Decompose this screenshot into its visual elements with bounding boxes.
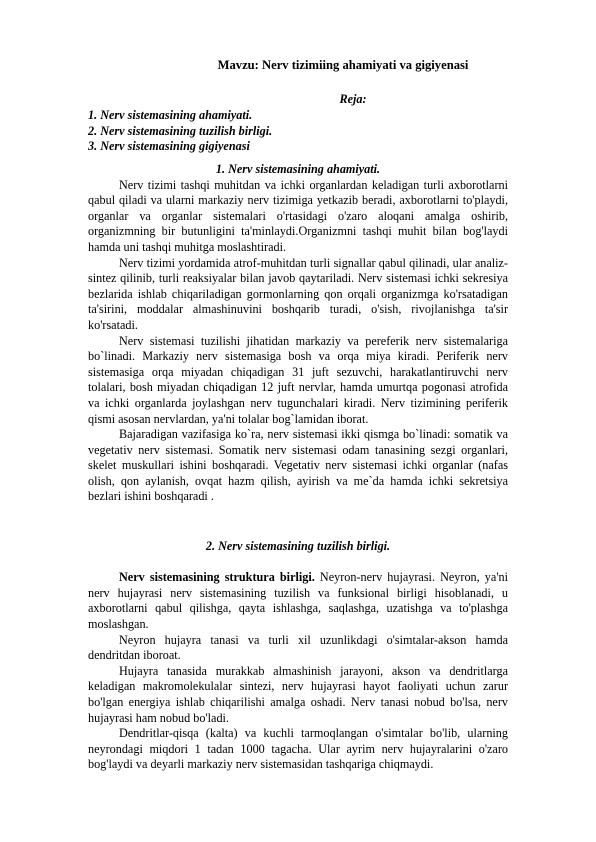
section-1 [88,162,508,505]
plan-label: Reja: [339,92,367,106]
paragraph: Bajaradigan vazifasiga ko`ra, nerv sistemasi ikki qismga bo`linadi: somatik va vegetativ nerv sistemasi. Somatik nerv sistemasi odam tanasining sezgi organlari, skelet muskullari ishini boshqaradi. Vegetativ nerv sistemasi ichki organlar (nafas olish, qon aylanish, ovqat hazm qilish, ayirish va me`da hamda ichki sekretsiya bezlari ishini boshqaradi . [88,427,508,504]
document-title: Mavzu: Nerv tizimiing ahamiyati va gigiyenasi [217,58,469,72]
paragraph: Hujayra tanasida murakkab almashinish jarayoni, akson va dendritlarga keladigan makromolekulalar sintezi, nerv hujayrasi hayot faoliyati uchun zarur bo'lgan energiya ishlab chiqarilishi amalga oshadi. Nerv tanasi nobud bo'lsa, nerv hujayrasi ham nobud bo'ladi. [88,663,508,725]
paragraph: Nerv sistemasi tuzilishi jihatidan markaziy va pereferik nerv sistemalariga bo`linadi. Markaziy nerv sistemasiga bosh va orqa miya kiradi. Periferik nerv sistemasiga orqa miyadan chiqadigan 31 juft sezuvchi, harakatlantiruvchi nerv tolalari, bosh miyadan chiqadigan 12 juft nervlar, hamda umurtqa pogonasi atrofida va ichki organlarda joylashgan nerv tugunchalari kiradi. Nerv tizimining periferik qismi asosan nervlardan, ya'ni tolalar bog`lamidan iborat. [88,333,508,426]
paragraph: Nerv tizimi yordamida atrof-muhitdan turli signallar qabul qilinadi, ular analiz-sintez qilinib, turli reaksiyalar bilan javob qaytariladi. Nerv sistemasi ichki sekresiya bezlarida ishlab chiqariladigan gormonlarning qon orqali organizmga ko'rsatadigan ta'sirini, moddalar almashinuvini boshqarib turadi, o'sish, rivojlanishga ta'sir ko'rsatadi. [88,255,508,332]
plan-item: 3. Nerv sistemasining gigiyenasi [88,139,250,154]
plan-item: 2. Nerv sistemasining tuzilish birligi. [88,123,273,138]
lead-text: Neyron-nerv hujayrasi. Neyron, ya'ni nerv hujayrasi nerv sistemasining tuzilish va funksional birligi hisoblanadi, u axborotlarni qabul qilishga, qayta ishlashga, saqlashga, uzatishga va to'plashga moslashgan. [88,570,508,631]
paragraph: Dendritlar-qisqa (kalta) va kuchli tarmoqlangan o'simtalar bo'lib, ularning neyrondagi miqdori 1 tadan 1000 tagacha. Ular ayrim nerv hujayralarini o'zaro bog'laydi va deyarli markaziy nerv sistemasidan tashqariga chiqmaydi. [88,726,508,772]
plan-item: 1. Nerv sistemasining ahamiyati. [88,108,253,122]
paragraph: Neyron hujayra tanasi va turli xil uzunlikdagi o'simtalar-akson hamda dendritdan iboroat. [88,632,508,663]
section-2 [88,539,508,773]
lead-bold-text: Nerv sistemasining struktura birligi. [119,570,315,585]
paragraph: Nerv tizimi tashqi muhitdan va ichki organlardan keladigan turli axborotlarni qabul qiladi va ularni markaziy nerv tizimiga yetkazib beradi, axborotlarni to'playdi, organlar va organlar sistemalari o'rtasidagi o'zaro aloqani amalga oshirib, organizmning bir butunligini ta'minlaydi.Organizmni tashqi muhit bilan bog'laydi hamda uni tashqi muhitga moslashtiradi. [88,177,508,254]
section-heading: 1. Nerv sistemasining ahamiyati. [215,162,381,176]
section-heading: 2. Nerv sistemasining tuzilish birligi. [205,539,391,553]
paragraph-lead [88,570,508,632]
plan-list [88,108,508,155]
